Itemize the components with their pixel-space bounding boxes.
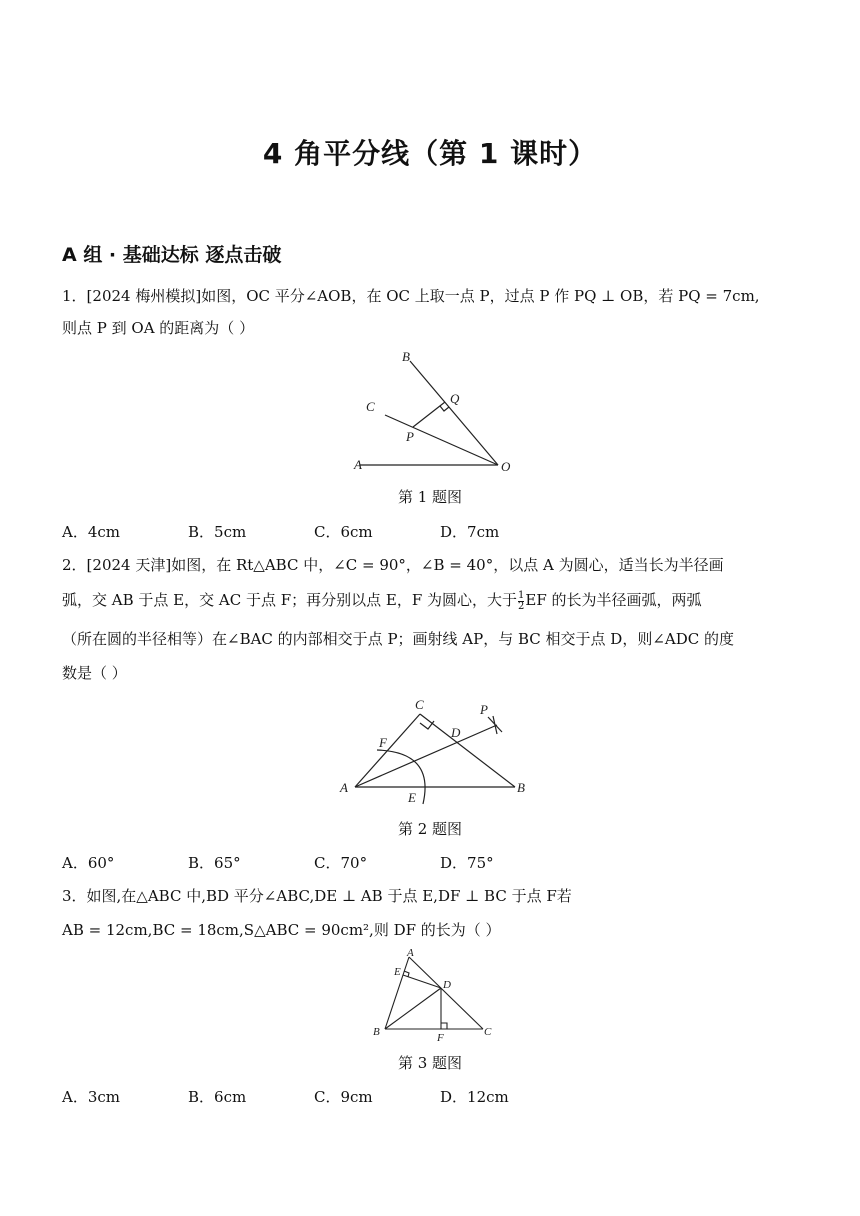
q1-label-P: P [406, 429, 414, 444]
q3-label-A: A [407, 947, 414, 959]
q2-caption: 第 2 题图 [397, 820, 463, 838]
q1-figure [340, 345, 530, 480]
q1-label-A: A [354, 457, 362, 472]
q2-line2-end: EF 的长为半径画弧，两弧 [525, 591, 702, 609]
q3-caption: 第 3 题图 [397, 1054, 463, 1072]
q2-label-P: P [480, 702, 488, 717]
q2-option-c[interactable]: C．70° [314, 854, 368, 872]
q2-fraction-num: 1 [518, 589, 525, 601]
q1-option-c[interactable]: C．6cm [314, 523, 373, 541]
q3-line1: 3．如图,在△ABC 中,BD 平分∠ABC,DE ⊥ AB 于点 E,DF ⊥ BC 于点 F若 [62, 887, 572, 905]
q3-option-c[interactable]: C．9cm [314, 1088, 373, 1106]
q1-option-d[interactable]: D．7cm [440, 523, 500, 541]
q2-option-b[interactable]: B．65° [188, 854, 241, 872]
q2-label-F: F [379, 735, 387, 750]
q2-option-a[interactable]: A．60° [62, 854, 115, 872]
q1-line1: 1．[2024 梅州模拟]如图，OC 平分∠AOB，在 OC 上取一点 P，过点 P 作 PQ ⊥ OB，若 PQ = 7cm, [62, 287, 760, 305]
q3-label-F: F [437, 1032, 444, 1044]
q2-label-A: A [340, 780, 348, 795]
q1-line2: 则点 P 到 OA 的距离为（ ） [62, 319, 255, 337]
q3-option-b[interactable]: B．6cm [188, 1088, 247, 1106]
q2-label-D: D [451, 725, 461, 740]
q2-line4: 数是（ ） [62, 664, 127, 682]
q3-label-B: B [373, 1026, 380, 1038]
q1-label-C: C [366, 399, 375, 414]
q3-option-a[interactable]: A．3cm [62, 1088, 121, 1106]
q3-figure [365, 945, 505, 1045]
q2-label-C: C [415, 697, 424, 712]
q2-fraction-den: 2 [518, 600, 525, 612]
q1-option-b[interactable]: B．5cm [188, 523, 247, 541]
q1-caption: 第 1 题图 [397, 488, 463, 506]
page-title: 4 角平分线（第 1 课时） [262, 137, 598, 170]
q3-label-D: D [443, 979, 451, 991]
q3-label-C: C [484, 1026, 492, 1038]
q2-option-d[interactable]: D．75° [440, 854, 494, 872]
q2-line2-start: 弧，交 AB 于点 E，交 AC 于点 F；再分别以点 E，F 为圆心，大于 [62, 591, 518, 609]
q1-label-Q: Q [450, 391, 460, 406]
q3-line2: AB = 12cm,BC = 18cm,S△ABC = 90cm²,则 DF 的长为（ ） [62, 921, 501, 939]
q3-label-E: E [394, 966, 401, 978]
q2-line3: （所在圆的半径相等）在∠BAC 的内部相交于点 P；画射线 AP，与 BC 相交于点 D，则∠ADC 的度 [62, 630, 735, 648]
q1-label-B: B [402, 349, 410, 364]
q2-line2 [62, 590, 702, 612]
q1-option-a[interactable]: A．4cm [62, 523, 121, 541]
q2-line1: 2．[2024 天津]如图，在 Rt△ABC 中，∠C = 90°，∠B = 40°，以点 A 为圆心，适当长为半径画 [62, 556, 724, 574]
q2-figure [335, 692, 535, 810]
q2-label-B: B [517, 780, 525, 795]
q3-option-d[interactable]: D．12cm [440, 1088, 509, 1106]
q2-label-E: E [408, 790, 416, 805]
q1-label-O: O [501, 459, 511, 474]
section-heading: A 组 · 基础达标 逐点击破 [62, 244, 282, 266]
q2-fraction [518, 591, 524, 612]
